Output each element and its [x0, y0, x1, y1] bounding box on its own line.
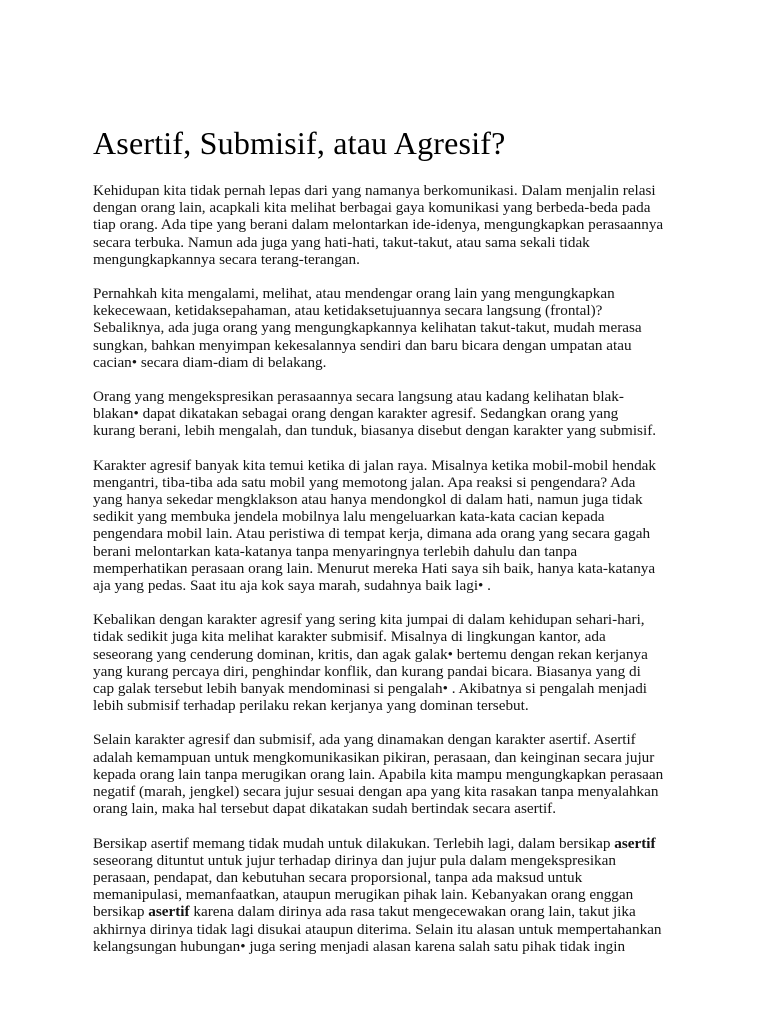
page-title: Asertif, Submisif, atau Agresif?: [93, 125, 506, 161]
text-line: secara terbuka. Namun ada juga yang hati-hati, takut-takut, atau sama sekali tidak: [93, 233, 590, 251]
text-line: Sebaliknya, ada juga orang yang mengungkapkannya kelihatan takut-takut, mudah merasa: [93, 319, 642, 337]
text-line: yang kurang percaya diri, penghindar konflik, dan kurang pandai bicara. Biasanya yang di: [93, 662, 641, 680]
text-run: bersikap: [93, 903, 149, 921]
text-line: mengungkapkannya secara terang-terangan.: [93, 250, 360, 268]
text-line: [93, 835, 693, 852]
text-line: mengantri, tiba-tiba ada satu mobil yang memotong jalan. Apa reaksi si pengendara? Ada: [93, 473, 636, 491]
text-line: akhirnya dirinya tidak lagi disukai ataupun diterima. Selain itu alasan untuk mempertahankan: [93, 920, 662, 938]
text-line: pengendara mobil lain. Atau peristiwa di tempat kerja, dimana ada orang yang secara gagah: [93, 525, 651, 543]
text-line: tidak sedikit juga kita melihat karakter submisif. Misalnya di lingkungan kantor, ada: [93, 628, 606, 646]
text-line: negatif (marah, jengkel) secara jujur sesuai dengan apa yang kita rasakan tanpa menyalahkan: [93, 783, 659, 801]
paragraph-1: [93, 182, 693, 268]
paragraph-6: [93, 731, 693, 817]
text-line: berani melontarkan kata-katanya tanpa menyaringnya terlebih dahulu dan tanpa: [93, 542, 578, 560]
paragraph-5: [93, 611, 693, 714]
paragraph-2: [93, 285, 693, 371]
text-line: seseorang dituntut untuk jujur terhadap dirinya dan jujur pula dalam mengekspresikan: [93, 851, 616, 869]
text-line: Orang yang mengekspresikan perasaannya secara langsung atau kadang kelihatan blak-: [93, 388, 624, 406]
text-line: Kehidupan kita tidak pernah lepas dari yang namanya berkomunikasi. Dalam menjalin relasi: [93, 182, 656, 199]
text-line: sedikit yang membuka jendela mobilnya lalu mengeluarkan kata-kata cacian kepada: [93, 508, 605, 526]
paragraph-3: [93, 388, 693, 440]
text-line: kelangsungan hubungan• juga sering menjadi alasan karena salah satu pihak tidak ingin: [93, 937, 626, 955]
text-line: aja yang pedas. Saat itu aja kok saya marah, sudahnya baik lagi• .: [93, 577, 491, 595]
text-line: yang hanya sekedar mengklakson atau hanya mendongkol di dalam hati, namun juga tidak: [93, 491, 643, 509]
document-content: [93, 124, 693, 972]
text-run: Bersikap asertif memang tidak mudah untuk dilakukan. Terlebih lagi, dalam bersikap: [93, 834, 615, 852]
text-line: blakan• dapat dikatakan sebagai orang dengan karakter agresif. Sedangkan orang yang: [93, 405, 619, 423]
text-line: memanipulasi, memanfaatkan, ataupun merugikan pihak lain. Kebanyakan orang enggan: [93, 886, 634, 904]
text-line: Kebalikan dengan karakter agresif yang sering kita jumpai di dalam kehidupan sehari-hari,: [93, 611, 645, 629]
text-line: Selain karakter agresif dan submisif, ada yang dinamakan dengan karakter asertif. Asertif: [93, 731, 636, 749]
text-line: kurang berani, lebih mengalah, dan tunduk, biasanya disebut dengan karakter yang submisif.: [93, 422, 657, 440]
text-line: orang lain, maka hal tersebut dapat dikatakan sudah bertindak secara asertif.: [93, 800, 557, 818]
text-line: cacian• secara diam-diam di belakang.: [93, 353, 327, 371]
text-run: karena dalam dirinya ada rasa takut mengecewakan orang lain, takut jika: [189, 903, 636, 921]
text-line: Karakter agresif banyak kita temui ketika di jalan raya. Misalnya ketika mobil-mobil hendak: [93, 456, 657, 474]
bold-term: asertif: [614, 834, 656, 852]
text-line: [93, 903, 693, 920]
text-line: tiap orang. Ada tipe yang berani dalam melontarkan ide-idenya, mengungkapkan perasaannya: [93, 216, 664, 234]
paragraph-7: [93, 835, 693, 955]
text-line: cap galak tersebut lebih banyak mendominasi si pengalah• . Akibatnya si pengalah menjadi: [93, 680, 648, 698]
text-line: lebih submisif terhadap perilaku rekan kerjanya yang dominan tersebut.: [93, 697, 529, 715]
text-line: Pernahkah kita mengalami, melihat, atau mendengar orang lain yang mengungkapkan: [93, 285, 615, 303]
text-line: seseorang yang cenderung dominan, kritis, dan agak galak• bertemu dengan rekan kerjanya: [93, 645, 648, 663]
text-line: kepada orang lain tanpa merugikan orang lain. Apabila kita mampu mengungkapkan perasaan: [93, 765, 664, 783]
paragraph-4: [93, 457, 693, 595]
text-line: adalah kemampuan untuk mengkomunikasikan pikiran, perasaan, dan keinginan secara jujur: [93, 748, 655, 766]
text-line: sungkan, bahkan menyimpan kekesalannya sendiri dan baru bicara dengan umpatan atau: [93, 336, 632, 354]
text-line: kekecewaan, ketidaksepahaman, atau ketidaksetujuannya secara langsung (frontal)?: [93, 302, 603, 320]
bold-term: asertif: [148, 903, 190, 921]
text-line: perasaan, pendapat, dan kebutuhan secara proporsional, tanpa ada maksud untuk: [93, 868, 583, 886]
text-line: memperhatikan perasaan orang lain. Menurut mereka Hati saya sih baik, hanya kata-katanya: [93, 559, 656, 577]
text-line: dengan orang lain, acapkali kita melihat berbagai gaya komunikasi yang berbeda-beda pada: [93, 199, 651, 217]
